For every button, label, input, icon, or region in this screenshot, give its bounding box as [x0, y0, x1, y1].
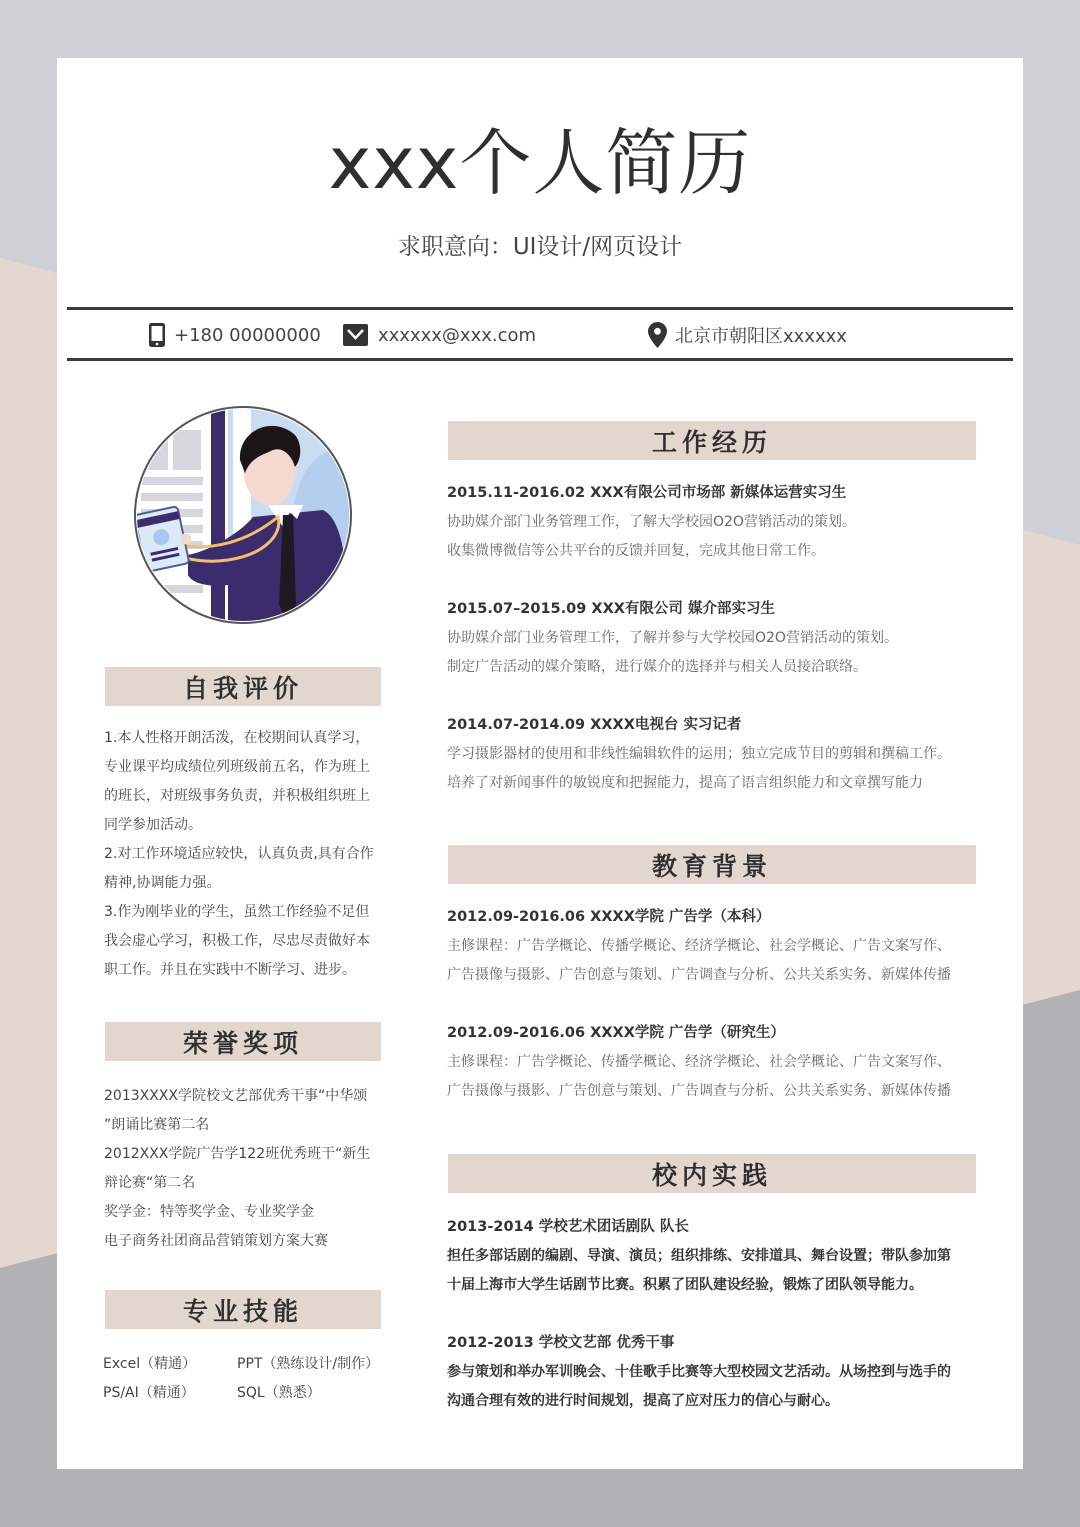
list-item: 精神,协调能力强。 — [104, 875, 221, 891]
entry-line: 收集微博微信等公共平台的反馈并回复，完成其他日常工作。 — [447, 543, 825, 559]
list-item: 辩论赛“第二名 — [104, 1175, 196, 1191]
education-entry — [447, 1019, 987, 1106]
section-header-campus-practice: 校内实践 — [448, 1154, 976, 1193]
education-entry — [447, 903, 987, 990]
list-item: 1.本人性格开朗活泼，在校期间认真学习， — [104, 730, 370, 746]
list-item: 专业课平均成绩位列班级前五名，作为班上 — [104, 759, 370, 775]
section-header-skills: 专业技能 — [105, 1290, 381, 1329]
entry-line: 沟通合理有效的进行时间规划，提高了应对压力的信心与耐心。 — [447, 1393, 839, 1409]
email-address: xxxxxx@xxx.com — [378, 324, 537, 346]
campus-entry — [447, 1329, 987, 1416]
list-item: 奖学金：特等奖学金、专业奖学金 — [104, 1204, 314, 1220]
entry-heading: 2012-2013 学校文艺部 优秀干事 — [447, 1335, 675, 1351]
list-item: 2013XXXX学院校文艺部优秀干事“中华颂 — [104, 1088, 368, 1104]
entry-heading: 2012.09-2016.06 XXXX学院 广告学（本科） — [447, 909, 771, 925]
phone-number: +180 00000000 — [174, 324, 321, 346]
entry-heading: 2013-2014 学校艺术团话剧队 队长 — [447, 1219, 689, 1235]
work-entry — [447, 479, 987, 566]
list-item: 电子商务社团商品营销策划方案大赛 — [104, 1233, 328, 1249]
entry-line: 广告摄像与摄影、广告创意与策划、广告调查与分析、公共关系实务、新媒体传播 — [447, 967, 951, 983]
list-item: 我会虚心学习，积极工作，尽忠尽责做好本 — [104, 933, 370, 949]
divider-top — [67, 307, 1013, 310]
mail-icon — [343, 324, 368, 346]
divider-bottom — [67, 358, 1013, 361]
skill-item: PS/AI（精通） — [103, 1385, 195, 1401]
list-item: 的班长，对班级事务负责，并积极组织班上 — [104, 788, 370, 804]
work-entry — [447, 595, 987, 682]
address-text: 北京市朝阳区xxxxxx — [675, 326, 847, 347]
contact-phone — [148, 318, 321, 352]
job-objective: 求职意向：UI设计/网页设计 — [397, 234, 683, 260]
entry-line: 培养了对新闻事件的敏锐度和把握能力，提高了语言组织能力和文章撰写能力 — [447, 775, 923, 791]
section-header-education: 教育背景 — [448, 845, 976, 884]
section-header-honors: 荣誉奖项 — [105, 1022, 381, 1061]
phone-icon — [148, 322, 166, 348]
campus-entry — [447, 1213, 987, 1300]
entry-line: 担任多部话剧的编剧、导演、演员；组织排练、安排道具、舞台设置；带队参加第 — [447, 1248, 951, 1264]
work-entry — [447, 711, 987, 798]
avatar — [133, 405, 353, 625]
list-item: 2.对工作环境适应较快，认真负责,具有合作 — [104, 846, 374, 862]
entry-line: 参与策划和举办军训晚会、十佳歌手比赛等大型校园文艺活动。从场控到与选手的 — [447, 1364, 951, 1380]
entry-heading: 2012.09-2016.06 XXXX学院 广告学（研究生） — [447, 1025, 785, 1041]
list-item: 2012XXX学院广告学122班优秀班干“新生 — [104, 1146, 371, 1162]
skill-item: Excel（精通） — [103, 1356, 197, 1372]
entry-line: 协助媒介部门业务管理工作，了解大学校园O2O营销活动的策划。 — [447, 514, 856, 530]
skill-item: SQL（熟悉） — [237, 1385, 321, 1401]
entry-line: 学习摄影器材的使用和非线性编辑软件的运用；独立完成节目的剪辑和撰稿工作。 — [447, 746, 951, 762]
entry-line: 主修课程：广告学概论、传播学概论、经济学概论、社会学概论、广告文案写作、 — [447, 938, 951, 954]
entry-line: 十届上海市大学生话剧节比赛。积累了团队建设经验，锻炼了团队领导能力。 — [447, 1277, 923, 1293]
page-title: xxx个人简历 — [328, 121, 752, 205]
entry-heading: 2015.07–2015.09 XXX有限公司 媒介部实习生 — [447, 601, 775, 617]
list-item: 同学参加活动。 — [104, 817, 202, 833]
entry-heading: 2015.11-2016.02 XXX有限公司市场部 新媒体运营实习生 — [447, 485, 847, 501]
skill-item: PPT（熟练设计/制作） — [237, 1356, 380, 1372]
entry-line: 主修课程：广告学概论、传播学概论、经济学概论、社会学概论、广告文案写作、 — [447, 1054, 951, 1070]
entry-heading: 2014.07-2014.09 XXXX电视台 实习记者 — [447, 717, 742, 733]
contact-address — [648, 318, 847, 352]
list-item: 职工作。并且在实践中不断学习、进步。 — [104, 962, 356, 978]
location-pin-icon — [648, 322, 667, 348]
list-item: 3.作为刚毕业的学生，虽然工作经验不足但 — [104, 904, 370, 920]
honors-list — [104, 1082, 370, 1256]
self-evaluation-text — [104, 724, 374, 985]
entry-line: 制定广告活动的媒介策略，进行媒介的选择并与相关人员接洽联络。 — [447, 659, 867, 675]
skills-grid — [103, 1350, 397, 1408]
list-item: ”朗诵比赛第二名 — [104, 1117, 210, 1133]
entry-line: 广告摄像与摄影、广告创意与策划、广告调查与分析、公共关系实务、新媒体传播 — [447, 1083, 951, 1099]
section-header-work-experience: 工作经历 — [448, 421, 976, 460]
contact-email — [343, 318, 536, 352]
entry-line: 协助媒介部门业务管理工作，了解并参与大学校园O2O营销活动的策划。 — [447, 630, 898, 646]
section-header-self-evaluation: 自我评价 — [105, 667, 381, 706]
